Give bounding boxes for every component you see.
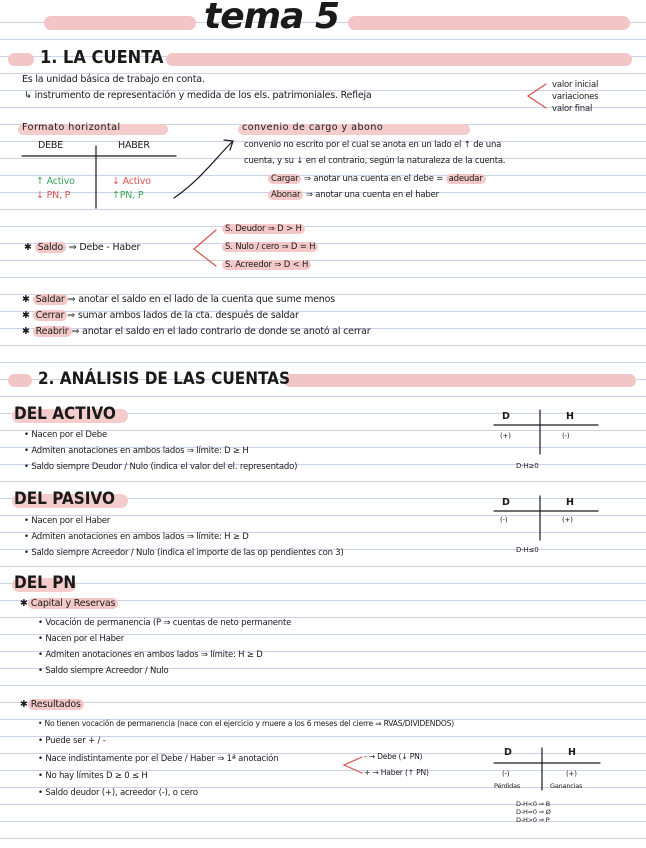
resultados-item-1: • No tienen vocación de permanencia (nace con el ejercicio y muere a los 6 meses del cierre ⇒ RVAS/DIVIDENDOS) xyxy=(38,719,455,728)
def-saldar: ✱ Saldar ⇒ anotar el saldo en el lado de la cuenta que sume menos xyxy=(22,294,335,305)
pn-t-h-sign: (+) xyxy=(566,770,577,778)
resultados-branch-debe: - → Debe (↓ PN) xyxy=(364,752,423,761)
t-haber-header: HABER xyxy=(118,140,150,151)
saldo-bracket xyxy=(194,230,216,266)
pasivo-item-2: • Admiten anotaciones en ambos lados ⇒ límite: H ≥ D xyxy=(24,532,249,542)
cargar-text: ⇒ anotar una cuenta en el debe = xyxy=(303,174,444,184)
t-debe-pn-p: ↓ PN, P xyxy=(36,190,71,201)
refleja-valor-final: valor final xyxy=(552,104,593,114)
activo-t-d-sign: (+) xyxy=(500,432,511,440)
convenio-heading: convenio de cargo y abono xyxy=(242,122,384,133)
convenio-line2: cuenta, y su ↓ en el contrario, según la naturaleza de la cuenta. xyxy=(244,156,506,166)
saldo-deudor: S. Deudor ⇒ D > H xyxy=(222,224,305,234)
saldo-formula: ⇒ Debe - Haber xyxy=(68,242,141,253)
capital-item-3: • Admiten anotaciones en ambos lados ⇒ límite: H ≥ D xyxy=(38,650,263,660)
capital-item-4: • Saldo siempre Acreedor / Nulo xyxy=(38,666,169,676)
resultados-item-3: • Nace indistintamente por el Debe / Haber ⇒ 1ª anotación xyxy=(38,754,279,764)
pn-t-formula-3: D-H>0 ⇒ P xyxy=(516,816,550,824)
pn-t-perdidas: Pérdidas xyxy=(494,782,521,790)
resultados-item-2: • Puede ser + / - xyxy=(38,736,106,746)
cuenta-instrumento: ↳ instrumento de representación y medida de los els. patrimoniales. Refleja xyxy=(24,90,372,101)
activo-item-2: • Admiten anotaciones en ambos lados ⇒ límite: D ≥ H xyxy=(24,446,249,456)
def-cerrar: ✱ Cerrar ⇒ sumar ambos lados de la cta. después de saldar xyxy=(22,310,299,321)
resultados-label: ✱ Resultados xyxy=(20,699,84,710)
resultados-bracket xyxy=(344,757,362,773)
t-debe-header: DEBE xyxy=(38,140,64,151)
pasivo-t-d-sign: (-) xyxy=(500,516,508,524)
refleja-variaciones: variaciones xyxy=(552,92,599,102)
t-debe-activo: ↑ Activo xyxy=(36,176,75,187)
activo-item-3: • Saldo siempre Deudor / Nulo (indica el valor del el. representado) xyxy=(24,462,298,472)
capital-item-1: • Vocación de permanencia (P ⇒ cuentas de neto permanente xyxy=(38,618,292,628)
resultados-item-4: • No hay límites D ≥ 0 ≤ H xyxy=(38,771,148,781)
saldo-line: ✱ Saldo ⇒ Debe - Haber xyxy=(24,242,141,253)
resultados-branch-haber: + → Haber (↑ PN) xyxy=(364,768,429,777)
activo-t-formula: D-H≥0 xyxy=(516,462,539,470)
pasivo-item-3: • Saldo siempre Acreedor / Nulo (indica el importe de las op pendientes con 3) xyxy=(24,548,344,558)
section1-heading: 1. LA CUENTA xyxy=(40,47,164,68)
pasivo-t-formula: D-H≤0 xyxy=(516,546,539,554)
pn-t-d-sign: (-) xyxy=(502,770,510,778)
t-haber-activo: ↓ Activo xyxy=(112,176,151,187)
formato-to-convenio-arrow xyxy=(174,142,232,198)
pn-t-h: H xyxy=(568,747,576,758)
capital-reservas-label: ✱ Capital y Reservas xyxy=(20,598,118,609)
activo-t-h-sign: (-) xyxy=(562,432,570,440)
pn-t-d: D xyxy=(504,747,512,758)
def-reabrir: ✱ Reabrir ⇒ anotar el saldo en el lado contrario de donde se anotó al cerrar xyxy=(22,326,371,337)
saldo-acreedor: S. Acreedor ⇒ D < H xyxy=(222,260,311,270)
resultados-item-5: • Saldo deudor (+), acreedor (-), o cero xyxy=(38,788,198,798)
pn-t-ganancias: Ganancias xyxy=(550,782,583,790)
pn-t-formula-2: D-H=0 ⇒ Ø xyxy=(516,808,551,816)
activo-t-d: D xyxy=(502,411,510,422)
pasivo-t-h-sign: (+) xyxy=(562,516,573,524)
pasivo-t-h: H xyxy=(566,497,574,508)
cargar-term: Cargar xyxy=(268,174,301,184)
refleja-bracket xyxy=(528,84,546,108)
abonar-term: Abonar xyxy=(268,190,303,200)
activo-t-h: H xyxy=(566,411,574,422)
capital-item-2: • Nacen por el Haber xyxy=(38,634,125,644)
activo-heading: DEL ACTIVO xyxy=(14,404,116,424)
abonar-text: ⇒ anotar una cuenta en el haber xyxy=(305,190,439,200)
pn-heading: DEL PN xyxy=(14,573,77,593)
convenio-line1: convenio no escrito por el cual se anota en un lado el ↑ de una xyxy=(244,140,502,150)
pasivo-item-1: • Nacen por el Haber xyxy=(24,516,111,526)
cuenta-definition: Es la unidad básica de trabajo en conta. xyxy=(22,74,205,85)
pasivo-t-d: D xyxy=(502,497,510,508)
formato-heading: Formato horizontal xyxy=(22,122,121,133)
saldo-nulo: S. Nulo / cero ⇒ D = H xyxy=(222,242,318,252)
cargar-synonym: adeudar xyxy=(446,174,486,184)
section2-heading: 2. ANÁLISIS DE LAS CUENTAS xyxy=(38,369,290,389)
t-haber-pn-p: ↑PN, P xyxy=(112,190,144,201)
refleja-valor-inicial: valor inicial xyxy=(552,80,599,90)
page-title: tema 5 xyxy=(204,0,340,37)
saldo-term: Saldo xyxy=(35,242,66,253)
activo-item-1: • Nacen por el Debe xyxy=(24,430,107,440)
pn-t-formula-1: D-H<0 ⇒ B xyxy=(516,800,551,808)
pasivo-heading: DEL PASIVO xyxy=(14,489,115,509)
